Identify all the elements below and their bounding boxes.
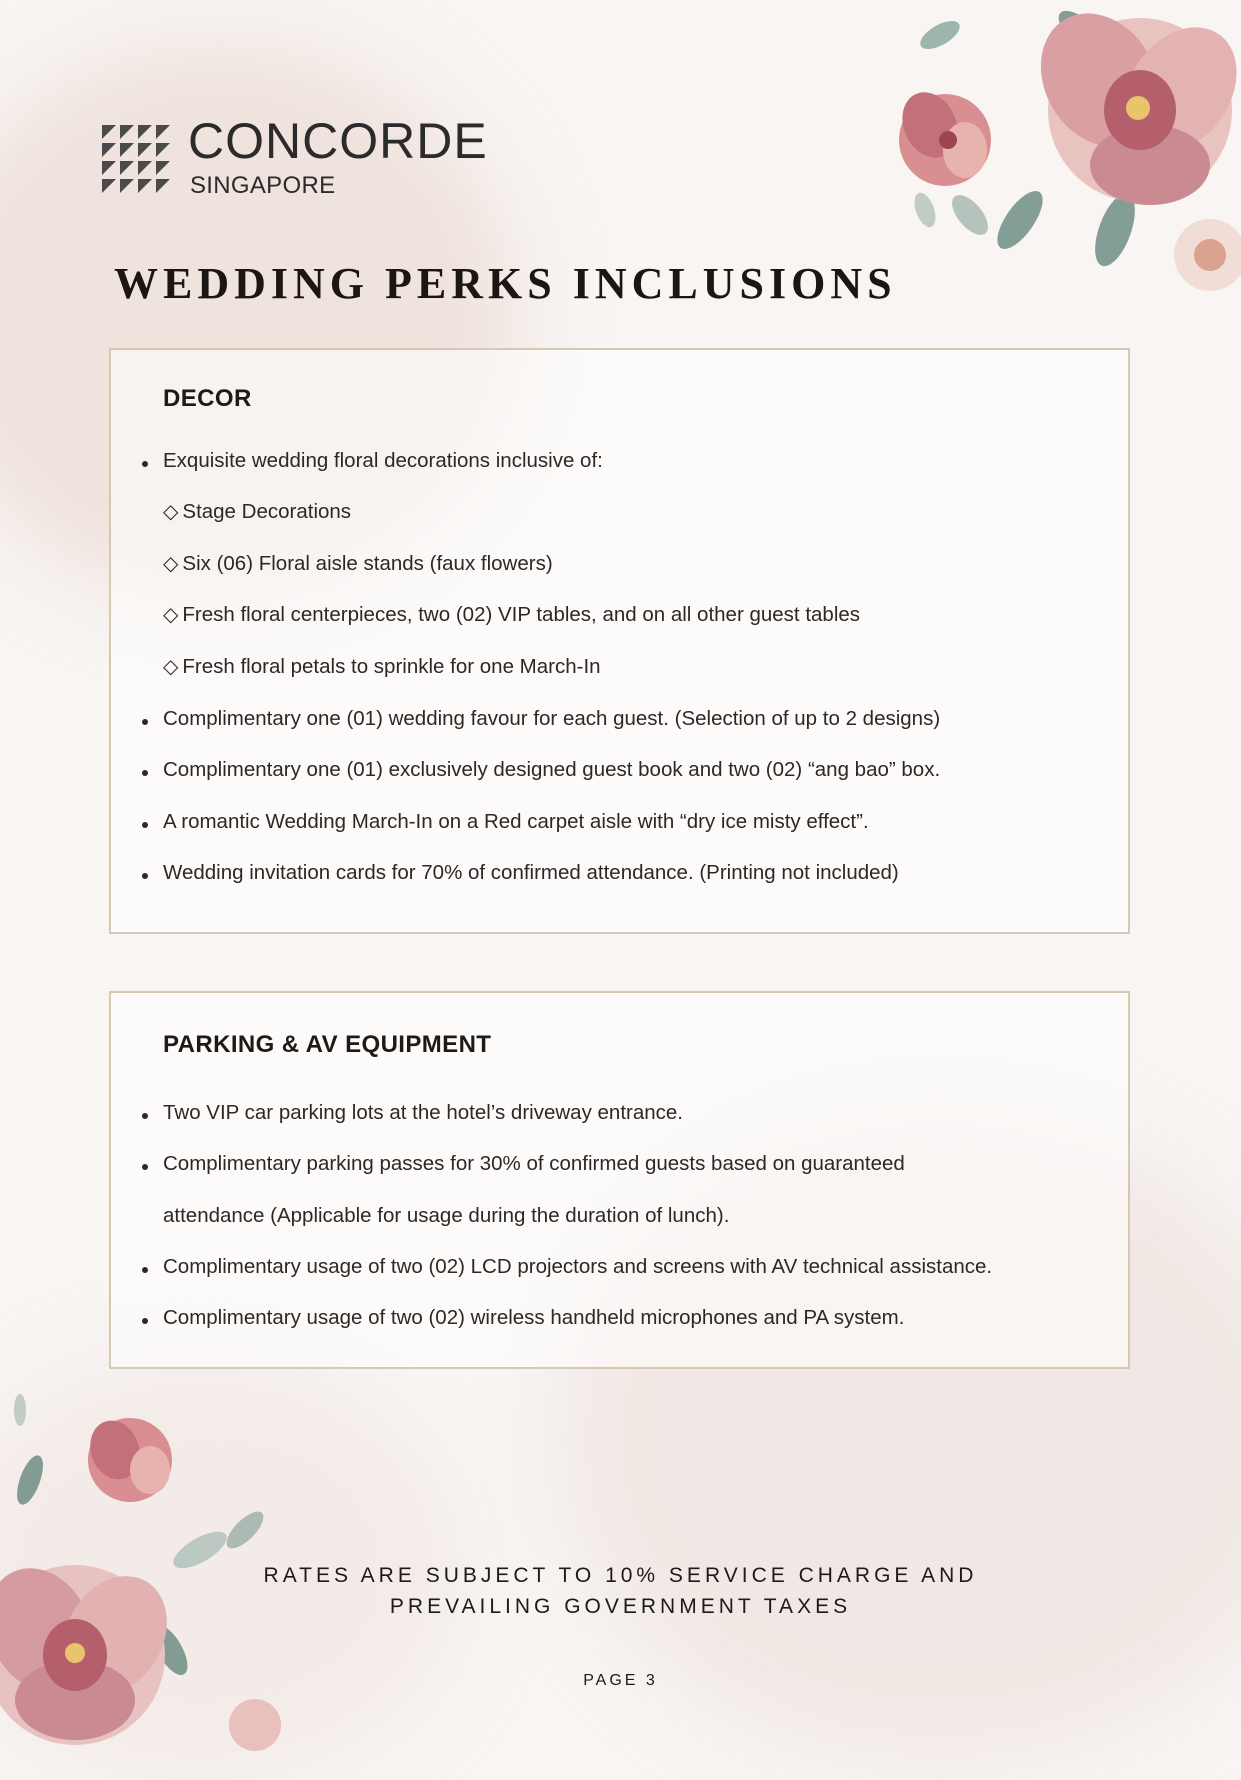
logo-triangles-icon xyxy=(100,123,174,195)
bullet-dot xyxy=(142,1318,148,1324)
rates-disclaimer: RATES ARE SUBJECT TO 10% SERVICE CHARGE AND PREVAILING GOVERNMENT TAXES xyxy=(263,1564,978,1618)
bullet-dot xyxy=(142,770,148,776)
parking-item: Complimentary usage of two (02) wireless handheld microphones and PA system. xyxy=(163,1306,905,1329)
decor-item: Complimentary one (01) wedding favour for each guest. (Selection of up to 2 designs) xyxy=(163,707,941,730)
bullet-dot xyxy=(142,873,148,879)
logo-location: SINGAPORE xyxy=(190,172,336,199)
bullet-dot xyxy=(142,1164,148,1170)
bullet-dot xyxy=(142,1267,148,1273)
bullet-dot xyxy=(142,1113,148,1119)
parking-heading: PARKING & AV EQUIPMENT xyxy=(163,1031,492,1058)
decor-sub-item: ◇ Stage Decorations xyxy=(163,500,352,523)
parking-item: Complimentary parking passes for 30% of confirmed guests based on guaranteed xyxy=(163,1152,905,1175)
decor-item: Wedding invitation cards for 70% of confirmed attendance. (Printing not included) xyxy=(163,861,899,884)
decor-sub-item: ◇ Fresh floral petals to sprinkle for one March-In xyxy=(163,655,601,678)
bullet-dot xyxy=(142,461,148,467)
diamond-bullet-icon: ◇ xyxy=(163,604,179,626)
diamond-bullet-icon: ◇ xyxy=(163,553,179,575)
decor-item: Complimentary one (01) exclusively designed guest book and two (02) “ang bao” box. xyxy=(163,758,941,781)
page-number: PAGE 3 xyxy=(583,1672,658,1689)
floral-decoration-top-right xyxy=(870,0,1241,350)
decor-item: A romantic Wedding March-In on a Red carpet aisle with “dry ice misty effect”. xyxy=(163,810,869,833)
diamond-bullet-icon: ◇ xyxy=(163,656,179,678)
decor-sub-item: ◇ Fresh floral centerpieces, two (02) VIP tables, and on all other guest tables xyxy=(163,603,861,626)
bullet-dot xyxy=(142,719,148,725)
page-title: WEDDING PERKS INCLUSIONS xyxy=(114,259,897,308)
parking-item: Complimentary usage of two (02) LCD projectors and screens with AV technical assistance. xyxy=(163,1255,993,1278)
logo-name: CONCORDE xyxy=(188,113,488,169)
diamond-bullet-icon: ◇ xyxy=(163,501,179,523)
parking-item: Two VIP car parking lots at the hotel’s driveway entrance. xyxy=(163,1101,683,1124)
decor-sub-item: ◇ Six (06) Floral aisle stands (faux flowers) xyxy=(163,552,553,575)
decor-heading: DECOR xyxy=(163,385,252,412)
parking-item-continued: attendance (Applicable for usage during the duration of lunch). xyxy=(163,1204,730,1227)
decor-section xyxy=(109,348,1130,934)
parking-av-section xyxy=(109,991,1130,1369)
decor-intro: Exquisite wedding floral decorations inclusive of: xyxy=(163,449,603,472)
hotel-logo xyxy=(100,113,520,208)
bullet-dot xyxy=(142,822,148,828)
